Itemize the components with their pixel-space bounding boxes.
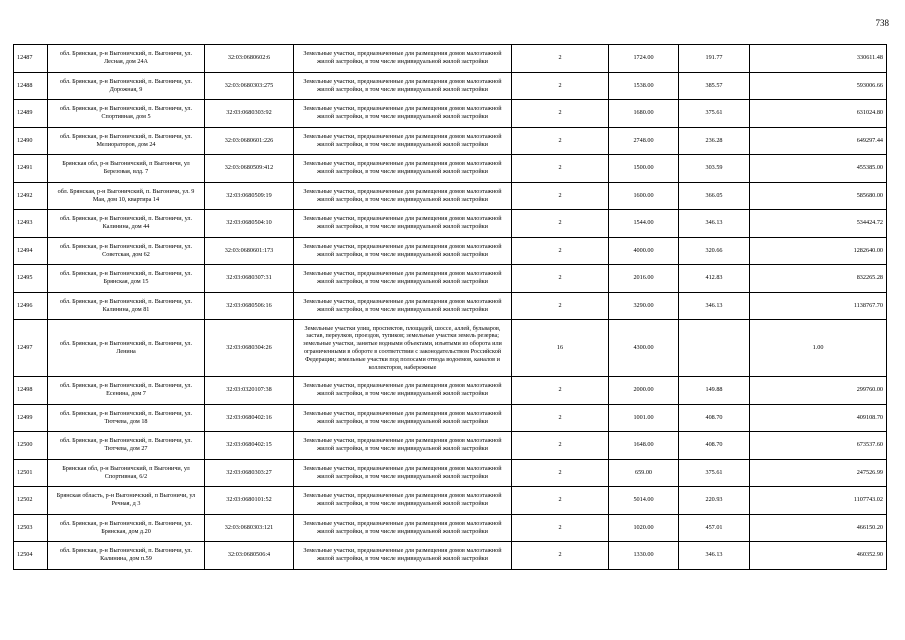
land-use-cell: Земельные участки, предназначенные для размещения домов малоэтажной жилой застройки, в том числе индивидуальной жилой застройки xyxy=(294,45,512,73)
specific-value-cell: 191.77 xyxy=(679,45,750,73)
cadastral-number-cell: 32:03:0680402:15 xyxy=(205,432,294,460)
cadastral-number-cell: 32:03:0680101:52 xyxy=(205,487,294,515)
area-cell: 1724.00 xyxy=(609,45,679,73)
row-id: 12503 xyxy=(14,514,48,542)
use-code-cell: 2 xyxy=(512,182,609,210)
cadastral-number-cell: 32:03:0680504:10 xyxy=(205,210,294,238)
area-cell: 1500.00 xyxy=(609,155,679,183)
area-cell: 659.00 xyxy=(609,459,679,487)
table-row xyxy=(14,377,887,405)
cadastral-value-cell: 299760.00 xyxy=(750,377,887,405)
area-cell: 1001.00 xyxy=(609,404,679,432)
table-row xyxy=(14,45,887,73)
table-row xyxy=(14,292,887,320)
land-use-cell: Земельные участки, предназначенные для размещения домов малоэтажной жилой застройки, в том числе индивидуальной жилой застройки xyxy=(294,542,512,570)
land-use-cell: Земельные участки, предназначенные для размещения домов малоэтажной жилой застройки, в том числе индивидуальной жилой застройки xyxy=(294,514,512,542)
table-row xyxy=(14,320,887,377)
area-cell: 1020.00 xyxy=(609,514,679,542)
land-use-cell: Земельные участки, предназначенные для размещения домов малоэтажной жилой застройки, в том числе индивидуальной жилой застройки xyxy=(294,100,512,128)
cadastral-value-cell: 631024.80 xyxy=(750,100,887,128)
row-id: 12494 xyxy=(14,237,48,265)
area-cell: 4300.00 xyxy=(609,320,679,377)
cadastral-number-cell: 32:03:0680506:16 xyxy=(205,292,294,320)
use-code-cell: 2 xyxy=(512,514,609,542)
area-cell: 1600.00 xyxy=(609,182,679,210)
cadastral-value-cell: 409108.70 xyxy=(750,404,887,432)
specific-value-cell: 408.70 xyxy=(679,404,750,432)
address-cell: Брянская обл, р-н Выгоничский, п Выгоничи, ул Спортивная, 6/2 xyxy=(48,459,205,487)
cadastral-value-cell: 330611.48 xyxy=(750,45,887,73)
cadastral-number-cell: 32:03:0680601:226 xyxy=(205,127,294,155)
cadastral-number-cell: 32:03:0680307:31 xyxy=(205,265,294,293)
row-id: 12492 xyxy=(14,182,48,210)
land-registry-table xyxy=(13,44,887,570)
table-row xyxy=(14,432,887,460)
row-id: 12498 xyxy=(14,377,48,405)
address-cell: Брянская обл, р-н Выгоничский, п Выгоничи, ул Березовая, влд. 7 xyxy=(48,155,205,183)
use-code-cell: 2 xyxy=(512,265,609,293)
address-cell: обл. Брянская, р-н Выгоничский, п. Выгоничи, ул. Калинина, дом 44 xyxy=(48,210,205,238)
area-cell: 1544.00 xyxy=(609,210,679,238)
table-row xyxy=(14,155,887,183)
address-cell: обл. Брянская, р-н Выгоничский, п. Выгоничи, ул. Тютчева, дом 18 xyxy=(48,404,205,432)
row-id: 12499 xyxy=(14,404,48,432)
row-id: 12497 xyxy=(14,320,48,377)
area-cell: 4000.00 xyxy=(609,237,679,265)
specific-value-cell: 375.61 xyxy=(679,100,750,128)
land-use-cell: Земельные участки, предназначенные для размещения домов малоэтажной жилой застройки, в том числе индивидуальной жилой застройки xyxy=(294,210,512,238)
land-use-cell: Земельные участки, предназначенные для размещения домов малоэтажной жилой застройки, в том числе индивидуальной жилой застройки xyxy=(294,72,512,100)
specific-value-cell: 375.61 xyxy=(679,459,750,487)
cadastral-value-cell: 1107743.02 xyxy=(750,487,887,515)
land-use-cell: Земельные участки, предназначенные для размещения домов малоэтажной жилой застройки, в том числе индивидуальной жилой застройки xyxy=(294,292,512,320)
cadastral-number-cell: 32:03:0680303:92 xyxy=(205,100,294,128)
address-cell: обл. Брянская, р-н Выгоничский, п. Выгоничи, ул. Спортивная, дом 5 xyxy=(48,100,205,128)
land-use-cell: Земельные участки, предназначенные для размещения домов малоэтажной жилой застройки, в том числе индивидуальной жилой застройки xyxy=(294,487,512,515)
area-cell: 2000.00 xyxy=(609,377,679,405)
specific-value-cell: 457.01 xyxy=(679,514,750,542)
cadastral-number-cell: 32:03:0680303:27 xyxy=(205,459,294,487)
area-cell: 1538.00 xyxy=(609,72,679,100)
cadastral-number-cell: 32:03:0320107:38 xyxy=(205,377,294,405)
land-use-cell: Земельные участки улиц, проспектов, площадей, шоссе, аллей, бульваров, застав, переулков, проездов, тупиков; земельные участки земель резерва; земельные участки, занятые водными объектами, изъятыми из оборота или ограниченными в обороте в соответствии с законодательством Российской Федерации; земельные участки под полосами отвода водоемов, каналов и коллекторов, набережные xyxy=(294,320,512,377)
cadastral-value-cell: 466150.20 xyxy=(750,514,887,542)
specific-value-cell: 408.70 xyxy=(679,432,750,460)
cadastral-number-cell: 32:03:0680601:173 xyxy=(205,237,294,265)
use-code-cell: 2 xyxy=(512,432,609,460)
specific-value-cell: 412.83 xyxy=(679,265,750,293)
specific-value-cell: 346.13 xyxy=(679,542,750,570)
specific-value-cell: 385.57 xyxy=(679,72,750,100)
cadastral-value-cell: 832265.28 xyxy=(750,265,887,293)
address-cell: обл. Брянская, р-н Выгоничский, п. Выгоничи, ул. Калинина, дом п.59 xyxy=(48,542,205,570)
table-body xyxy=(14,45,887,570)
specific-value-cell: 346.13 xyxy=(679,210,750,238)
row-id: 12504 xyxy=(14,542,48,570)
specific-value-cell xyxy=(679,320,750,377)
row-id: 12500 xyxy=(14,432,48,460)
use-code-cell: 2 xyxy=(512,237,609,265)
row-id: 12502 xyxy=(14,487,48,515)
row-id: 12496 xyxy=(14,292,48,320)
cadastral-number-cell: 32:03:0680602:6 xyxy=(205,45,294,73)
cadastral-number-cell: 32:03:0680506:4 xyxy=(205,542,294,570)
table-row xyxy=(14,72,887,100)
cadastral-value-cell: 593006.66 xyxy=(750,72,887,100)
row-id: 12501 xyxy=(14,459,48,487)
table-row xyxy=(14,487,887,515)
address-cell: обл. Брянская, р-н Выгоничский, п. Выгоничи, ул. Ленина xyxy=(48,320,205,377)
cadastral-value-cell: 1138767.70 xyxy=(750,292,887,320)
table-row xyxy=(14,459,887,487)
address-cell: обл. Брянская, р-н Выгоничский, п. Выгоничи, ул. Лесная, дом 24А xyxy=(48,45,205,73)
land-use-cell: Земельные участки, предназначенные для размещения домов малоэтажной жилой застройки, в том числе индивидуальной жилой застройки xyxy=(294,265,512,293)
row-id: 12488 xyxy=(14,72,48,100)
area-cell: 1680.00 xyxy=(609,100,679,128)
cadastral-value-cell: 534424.72 xyxy=(750,210,887,238)
page-number: 738 xyxy=(875,18,889,28)
use-code-cell: 2 xyxy=(512,100,609,128)
use-code-cell: 2 xyxy=(512,210,609,238)
row-id: 12489 xyxy=(14,100,48,128)
use-code-cell: 2 xyxy=(512,292,609,320)
area-cell: 3290.00 xyxy=(609,292,679,320)
specific-value-cell: 366.05 xyxy=(679,182,750,210)
address-cell: обл. Брянская, р-н Выгоничский, п. Выгоничи, ул. Тютчева, дом 27 xyxy=(48,432,205,460)
specific-value-cell: 149.88 xyxy=(679,377,750,405)
cadastral-value-cell: 673537.60 xyxy=(750,432,887,460)
row-id: 12491 xyxy=(14,155,48,183)
land-use-cell: Земельные участки, предназначенные для размещения домов малоэтажной жилой застройки, в том числе индивидуальной жилой застройки xyxy=(294,182,512,210)
specific-value-cell: 236.28 xyxy=(679,127,750,155)
table-row xyxy=(14,404,887,432)
use-code-cell: 2 xyxy=(512,459,609,487)
table-row xyxy=(14,265,887,293)
cadastral-value-cell: 460352.90 xyxy=(750,542,887,570)
cadastral-number-cell: 32:03:0680304:26 xyxy=(205,320,294,377)
cadastral-value-cell: 649297.44 xyxy=(750,127,887,155)
row-id: 12487 xyxy=(14,45,48,73)
cadastral-number-cell: 32:03:0680303:121 xyxy=(205,514,294,542)
use-code-cell: 16 xyxy=(512,320,609,377)
address-cell: обл. Брянская, р-н Выгоничский, п. Выгоничи, ул. Советская, дом 62 xyxy=(48,237,205,265)
address-cell: обл. Брянская, р-н Выгоничский, п. Выгоничи, ул. Брянская, дом д.20 xyxy=(48,514,205,542)
land-use-cell: Земельные участки, предназначенные для размещения домов малоэтажной жилой застройки, в том числе индивидуальной жилой застройки xyxy=(294,127,512,155)
table-row xyxy=(14,514,887,542)
table-row xyxy=(14,210,887,238)
use-code-cell: 2 xyxy=(512,45,609,73)
row-id: 12495 xyxy=(14,265,48,293)
land-use-cell: Земельные участки, предназначенные для размещения домов малоэтажной жилой застройки, в том числе индивидуальной жилой застройки xyxy=(294,377,512,405)
address-cell: обл. Брянская, р-н Выгоничский, п. Выгоничи, ул. 9 Мая, дом 10, квартира 14 xyxy=(48,182,205,210)
use-code-cell: 2 xyxy=(512,377,609,405)
cadastral-number-cell: 32:03:0680509:412 xyxy=(205,155,294,183)
address-cell: обл. Брянская, р-н Выгоничский, п. Выгоничи, ул. Дорожная, 9 xyxy=(48,72,205,100)
use-code-cell: 2 xyxy=(512,127,609,155)
table-row xyxy=(14,100,887,128)
land-use-cell: Земельные участки, предназначенные для размещения домов малоэтажной жилой застройки, в том числе индивидуальной жилой застройки xyxy=(294,432,512,460)
table-row xyxy=(14,237,887,265)
area-cell: 1648.00 xyxy=(609,432,679,460)
address-cell: обл. Брянская, р-н Выгоничский, п. Выгоничи, ул. Есенина, дом 7 xyxy=(48,377,205,405)
land-use-cell: Земельные участки, предназначенные для размещения домов малоэтажной жилой застройки, в том числе индивидуальной жилой застройки xyxy=(294,404,512,432)
specific-value-cell: 320.66 xyxy=(679,237,750,265)
address-cell: Брянская область, р-н Выгоничский, п Выгоничи, ул Речная, д 3 xyxy=(48,487,205,515)
specific-value-cell: 303.59 xyxy=(679,155,750,183)
cadastral-value-cell: 455385.00 xyxy=(750,155,887,183)
cadastral-value-cell: 247526.99 xyxy=(750,459,887,487)
specific-value-cell: 220.93 xyxy=(679,487,750,515)
land-use-cell: Земельные участки, предназначенные для размещения домов малоэтажной жилой застройки, в том числе индивидуальной жилой застройки xyxy=(294,155,512,183)
cadastral-value-cell: 1282640.00 xyxy=(750,237,887,265)
use-code-cell: 2 xyxy=(512,542,609,570)
table-row xyxy=(14,127,887,155)
cadastral-value-cell: 585680.00 xyxy=(750,182,887,210)
area-cell: 2748.00 xyxy=(609,127,679,155)
address-cell: обл. Брянская, р-н Выгоничский, п. Выгоничи, ул. Мелиораторов, дом 24 xyxy=(48,127,205,155)
use-code-cell: 2 xyxy=(512,155,609,183)
table-row xyxy=(14,542,887,570)
area-cell: 1330.00 xyxy=(609,542,679,570)
cadastral-value-cell: 1.00 xyxy=(750,320,887,377)
use-code-cell: 2 xyxy=(512,487,609,515)
address-cell: обл. Брянская, р-н Выгоничский, п. Выгоничи, ул. Брянская, дом 15 xyxy=(48,265,205,293)
cadastral-number-cell: 32:03:0680402:16 xyxy=(205,404,294,432)
use-code-cell: 2 xyxy=(512,404,609,432)
cadastral-number-cell: 32:03:0680509:19 xyxy=(205,182,294,210)
use-code-cell: 2 xyxy=(512,72,609,100)
land-use-cell: Земельные участки, предназначенные для размещения домов малоэтажной жилой застройки, в том числе индивидуальной жилой застройки xyxy=(294,459,512,487)
address-cell: обл. Брянская, р-н Выгоничский, п. Выгоничи, ул. Калинина, дом 81 xyxy=(48,292,205,320)
area-cell: 5014.00 xyxy=(609,487,679,515)
row-id: 12493 xyxy=(14,210,48,238)
land-use-cell: Земельные участки, предназначенные для размещения домов малоэтажной жилой застройки, в том числе индивидуальной жилой застройки xyxy=(294,237,512,265)
cadastral-number-cell: 32:03:0680303:275 xyxy=(205,72,294,100)
table-row xyxy=(14,182,887,210)
specific-value-cell: 346.13 xyxy=(679,292,750,320)
area-cell: 2016.00 xyxy=(609,265,679,293)
row-id: 12490 xyxy=(14,127,48,155)
